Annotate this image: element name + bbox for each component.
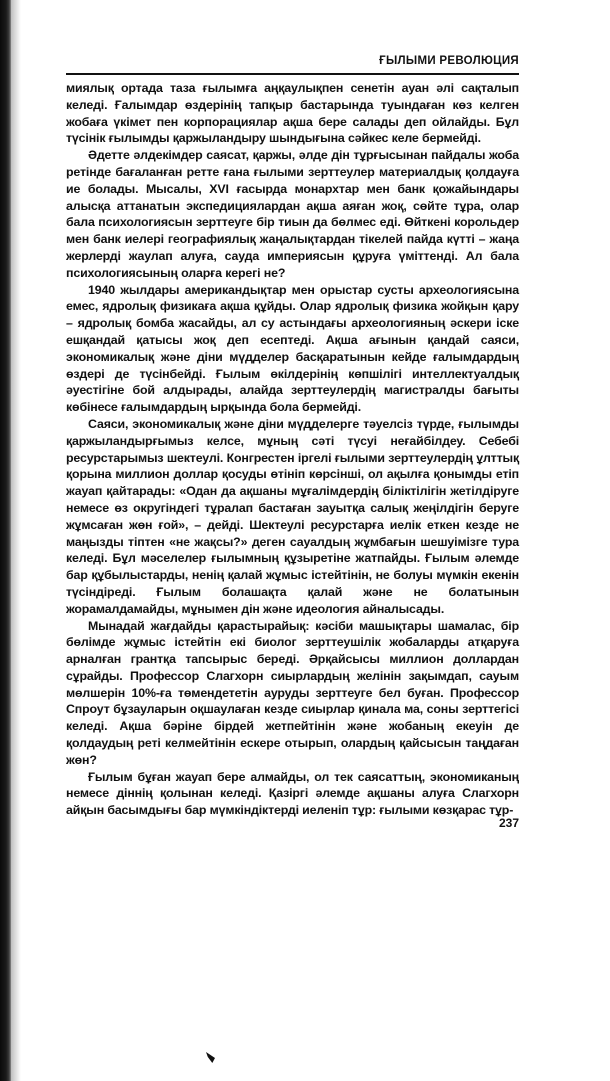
paragraph-3: 1940 жылдары американдықтар мен орыстар сусты археологиясына емес, ядролық физикаға ақша құйды. Олар ядролық физика жойқын қару – ядролық бомба жасайды, ал су астындағы археологияның әскери іске ешқандай қатысы жоқ деп есептеді. Ақша ағынын қандай саяси, экономикалық және діни мүдделер басқаратынын кейде ғалымдардың өздері де түсінбейді. Ғылым өкілдерінің көпшілігі интеллектуалдық әуестігіне бой алдырады, алайда зерттеулердің магистралды бағыты көбінесе ғалымдардың ырқында бола бермейді. (66, 282, 519, 415)
running-header (66, 53, 519, 75)
page-body (66, 80, 519, 819)
paragraph-5: Мынадай жағдайды қарастырайық: кәсіби машықтары шамалас, бір бөлімде жұмыс істейтін екі биолог зерттеушілік жобаларды атқаруға арналған грантқа тапсырыс береді. Әрқайсысы миллион доллардан сұрайды. Профессор Слагхорн сиырлардың желінін зақымдап, сауым мөлшерін 10%-ға төмендететін ауруды зерттеуге бел буған. Профессор Спроут бұзауларын оқшаулаған кезде сиырлар қинала ма, соны зерттегісі келеді. Ақша бәріне бірдей жетпейтінін және жобаның екеуін де қолдаудың реті келмейтінін ескере отырып, олардың қайсысын таңдаған жөн? (66, 618, 519, 767)
paragraph-2: Әдетте әлдекімдер саясат, қаржы, әлде дін тұрғысынан пайдалы жоба ретінде бағаланған ретте ғана ғылыми зерттеулер материалдық қолдауға ие болады. Мысалы, XVI ғасырда монархтар мен банк қожайындары алысқа аттанатын экспедициялардан ақша аяған жоқ, сөйте тұра, олар бала психологиясын зерттеуге бір тиын да бөлмес еді. Өйткені корольдер мен банк иелері географиялық жаңалықтардан тікелей пайда күтті – жаңа жерлерді жаулап алуға, сауда империясын құруға үміттенді. Ал бала психологиясының оларға керегі не? (66, 148, 519, 280)
page-number: 237 (498, 816, 519, 830)
paragraph-6: Ғылым бұған жауап бере алмайды, ол тек саясаттың, экономиканың немесе діннің қолынан келеді. Қазіргі әлемде ақшаны алуға Слагхорн айқын басымдығы бар мүмкіндіктерді иеленіп тұр: ғылыми көзқарас тұр- (66, 769, 519, 818)
book-spine-shadow (0, 0, 11, 1081)
paragraph-1: миялық ортада таза ғылымға аңқаулықпен сенетін ауан әлі сақталып келеді. Ғалымдар өздерінің тапқыр бастарында туындаған көз келген жобаға үкімет пен корпорациялар ақша бере салады деп ойлайды. Бұл түсінік ғылымды қаржыландыру шындығына сәйкес келе бермейді. (66, 81, 519, 146)
scan-artifact-mark (206, 1052, 215, 1063)
spine-gradient (11, 0, 21, 1081)
paragraph-4: Саяси, экономикалық және діни мүдделерге тәуелсіз түрде, ғылымды қаржыландырғымыз келсе, мұның сәті түсуі неғайбілдеу. Себебі ресурстарымыз шектеулі. Конгрестен іргелі ғылыми зерттеулердің ұлттық қорына миллион доллар қосуды өтініп көрсінші, ол ақылға қонымды етіп жауап қайтарады: «Одан да ақшаны мұғалімдердің біліктілігін жетілдіруге немесе өз округіндегі тұралап бастаған зауытқа салық жеңілдігін беруге жұмсаған жөн ғой», – дейді. Шектеулі ресурстарға иелік еткен кезде не маңызды тіптен «не жақсы?» деген сауалдың жұмбағын шешуімізге тура келеді. Бұл мәселелер ғылымның құзыретіне жатпайды. Ғылым әлемде бар құбылыстарды, ненің қалай жұмыс істейтінін, не болуы мүмкін екенін түсіндіреді. Ғылым болашақта қалай және не болатынын жорамалдамайды, мұнымен дін және идеология айналысады. (66, 416, 519, 616)
running-header-title: ҒЫЛЫМИ РЕВОЛЮЦИЯ (379, 55, 519, 67)
